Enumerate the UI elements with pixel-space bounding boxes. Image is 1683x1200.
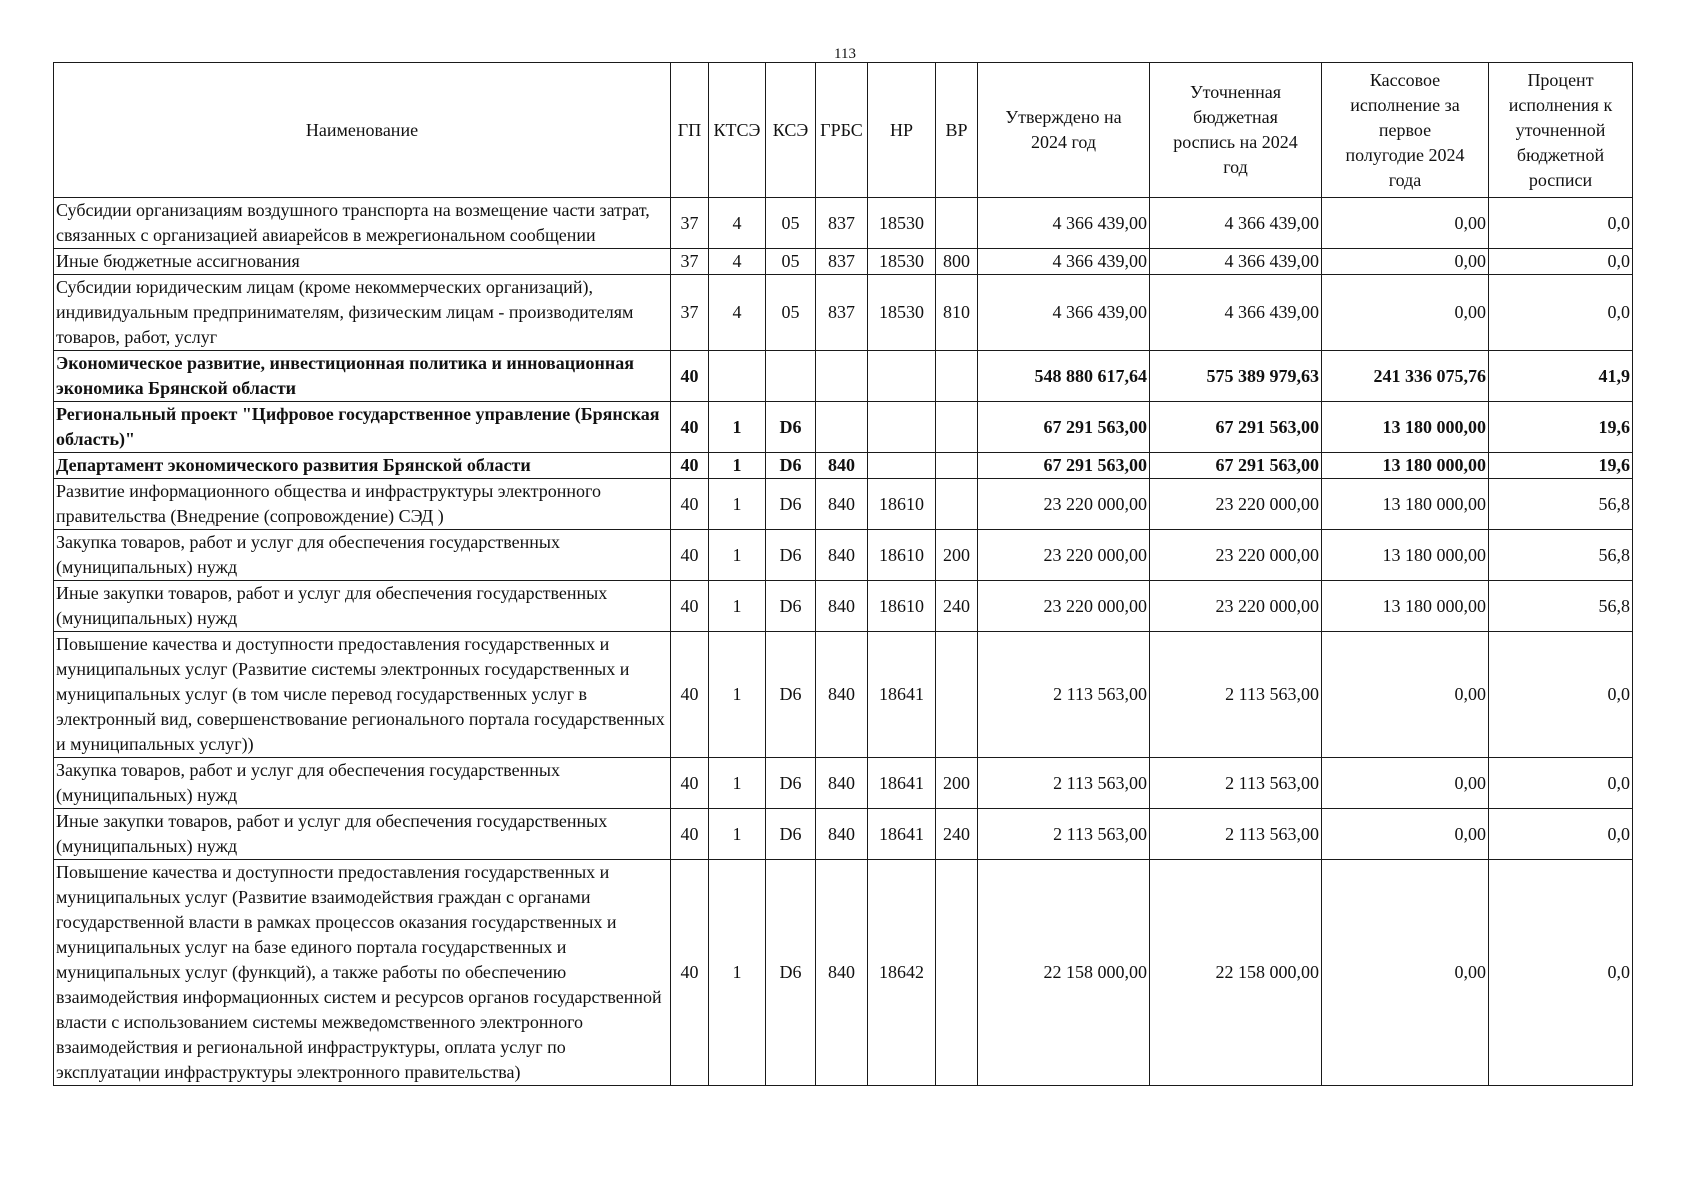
header-gp: ГП (671, 63, 709, 198)
table-row (54, 453, 1633, 479)
cell-ktse: 1 (709, 632, 766, 758)
cell-refined: 4 366 439,00 (1150, 275, 1322, 351)
cell-grbs: 840 (816, 758, 868, 809)
cell-percent: 0,0 (1489, 275, 1633, 351)
cell-vr: 240 (936, 809, 978, 860)
cell-kse: D6 (766, 860, 816, 1086)
cell-cash: 0,00 (1322, 198, 1489, 249)
header-vr: ВР (936, 63, 978, 198)
table-row (54, 530, 1633, 581)
cell-name: Повышение качества и доступности предоставления государственных и муниципальных услуг (Развитие взаимодействия граждан с органами государственной власти в рамках процессов оказания государственных и муниципальных услуг на базе единого портала государственных и муниципальных услуг (функций), а также работы по обеспечению взаимодействия информационных систем и ресурсов органов государственной власти с использованием системы межведомственного электронного взаимодействия и региональной инфраструктуры, оплата услуг по эксплуатации инфраструктуры электронного правительства) (54, 860, 671, 1086)
cell-ktse: 1 (709, 581, 766, 632)
cell-name: Экономическое развитие, инвестиционная политика и инновационная экономика Брянской области (54, 351, 671, 402)
cell-percent: 41,9 (1489, 351, 1633, 402)
cell-vr (936, 198, 978, 249)
cell-kse (766, 351, 816, 402)
cell-name: Иные бюджетные ассигнования (54, 249, 671, 275)
header-name: Наименование (54, 63, 671, 198)
cell-approved: 2 113 563,00 (978, 758, 1150, 809)
cell-np: 18641 (868, 632, 936, 758)
cell-approved: 2 113 563,00 (978, 809, 1150, 860)
cell-gp: 37 (671, 275, 709, 351)
cell-gp: 37 (671, 249, 709, 275)
cell-refined: 23 220 000,00 (1150, 479, 1322, 530)
cell-ktse: 1 (709, 479, 766, 530)
cell-kse: 05 (766, 249, 816, 275)
cell-grbs: 840 (816, 530, 868, 581)
cell-name: Субсидии юридическим лицам (кроме некоммерческих организаций), индивидуальным предпринимателям, физическим лицам - производителям товаров, работ, услуг (54, 275, 671, 351)
table-row (54, 479, 1633, 530)
cell-approved: 67 291 563,00 (978, 453, 1150, 479)
cell-cash: 0,00 (1322, 860, 1489, 1086)
cell-percent: 0,0 (1489, 860, 1633, 1086)
cell-grbs (816, 402, 868, 453)
cell-cash: 0,00 (1322, 249, 1489, 275)
cell-np (868, 402, 936, 453)
cell-ktse: 1 (709, 860, 766, 1086)
cell-refined: 4 366 439,00 (1150, 249, 1322, 275)
header-grbs: ГРБС (816, 63, 868, 198)
cell-percent: 19,6 (1489, 453, 1633, 479)
cell-np: 18610 (868, 530, 936, 581)
cell-approved: 548 880 617,64 (978, 351, 1150, 402)
cell-vr: 200 (936, 758, 978, 809)
cell-refined: 23 220 000,00 (1150, 581, 1322, 632)
cell-approved: 23 220 000,00 (978, 479, 1150, 530)
cell-gp: 40 (671, 530, 709, 581)
cell-vr (936, 479, 978, 530)
cell-gp: 40 (671, 758, 709, 809)
cell-kse: 05 (766, 275, 816, 351)
cell-percent: 0,0 (1489, 758, 1633, 809)
cell-kse: D6 (766, 809, 816, 860)
cell-cash: 0,00 (1322, 758, 1489, 809)
cell-ktse: 4 (709, 249, 766, 275)
cell-ktse: 4 (709, 275, 766, 351)
cell-gp: 40 (671, 351, 709, 402)
cell-refined: 4 366 439,00 (1150, 198, 1322, 249)
cell-np: 18530 (868, 275, 936, 351)
header-ktse: КТСЭ (709, 63, 766, 198)
cell-gp: 40 (671, 632, 709, 758)
cell-vr (936, 632, 978, 758)
cell-ktse: 1 (709, 758, 766, 809)
cell-np: 18641 (868, 758, 936, 809)
cell-name: Региональный проект "Цифровое государственное управление (Брянская область)" (54, 402, 671, 453)
cell-vr (936, 351, 978, 402)
cell-name: Департамент экономического развития Брянской области (54, 453, 671, 479)
cell-name: Закупка товаров, работ и услуг для обеспечения государственных (муниципальных) нужд (54, 530, 671, 581)
cell-kse: 05 (766, 198, 816, 249)
cell-grbs (816, 351, 868, 402)
table-body (54, 198, 1633, 1086)
table-row (54, 809, 1633, 860)
table-row (54, 275, 1633, 351)
cell-cash: 241 336 075,76 (1322, 351, 1489, 402)
cell-gp: 37 (671, 198, 709, 249)
cell-grbs: 837 (816, 275, 868, 351)
cell-refined: 23 220 000,00 (1150, 530, 1322, 581)
cell-gp: 40 (671, 479, 709, 530)
cell-percent: 19,6 (1489, 402, 1633, 453)
cell-kse: D6 (766, 758, 816, 809)
cell-grbs: 837 (816, 249, 868, 275)
cell-np: 18642 (868, 860, 936, 1086)
cell-approved: 23 220 000,00 (978, 530, 1150, 581)
cell-kse: D6 (766, 530, 816, 581)
cell-vr: 200 (936, 530, 978, 581)
header-cash: Кассовое исполнение за первое полугодие 2024 года (1322, 63, 1489, 198)
table-row (54, 758, 1633, 809)
header-row (54, 63, 1633, 198)
cell-approved: 22 158 000,00 (978, 860, 1150, 1086)
cell-name: Субсидии организациям воздушного транспорта на возмещение части затрат, связанных с организацией авиарейсов в межрегиональном сообщении (54, 198, 671, 249)
cell-gp: 40 (671, 809, 709, 860)
cell-refined: 2 113 563,00 (1150, 758, 1322, 809)
cell-grbs: 840 (816, 860, 868, 1086)
cell-percent: 56,8 (1489, 530, 1633, 581)
cell-gp: 40 (671, 581, 709, 632)
cell-name: Иные закупки товаров, работ и услуг для обеспечения государственных (муниципальных) нужд (54, 581, 671, 632)
cell-grbs: 840 (816, 809, 868, 860)
cell-grbs: 840 (816, 479, 868, 530)
cell-grbs: 840 (816, 453, 868, 479)
cell-np: 18530 (868, 249, 936, 275)
table-row (54, 860, 1633, 1086)
cell-name: Повышение качества и доступности предоставления государственных и муниципальных услуг (Развитие системы электронных государственных и муниципальных услуг (в том числе перевод государственных услуг в электронный вид, совершенствование регионального портала государственных и муниципальных услуг)) (54, 632, 671, 758)
cell-percent: 56,8 (1489, 479, 1633, 530)
cell-grbs: 840 (816, 632, 868, 758)
cell-np: 18641 (868, 809, 936, 860)
cell-name: Закупка товаров, работ и услуг для обеспечения государственных (муниципальных) нужд (54, 758, 671, 809)
cell-vr: 240 (936, 581, 978, 632)
cell-gp: 40 (671, 860, 709, 1086)
cell-cash: 13 180 000,00 (1322, 479, 1489, 530)
page-number: 113 (834, 46, 856, 62)
cell-np: 18610 (868, 479, 936, 530)
table-row (54, 402, 1633, 453)
header-percent: Процент исполнения к уточненной бюджетной росписи (1489, 63, 1633, 198)
cell-kse: D6 (766, 402, 816, 453)
cell-np (868, 453, 936, 479)
cell-cash: 13 180 000,00 (1322, 402, 1489, 453)
cell-percent: 56,8 (1489, 581, 1633, 632)
table-row (54, 351, 1633, 402)
cell-refined: 67 291 563,00 (1150, 402, 1322, 453)
cell-vr (936, 453, 978, 479)
table-row (54, 632, 1633, 758)
cell-cash: 13 180 000,00 (1322, 453, 1489, 479)
cell-ktse: 1 (709, 809, 766, 860)
header-np: НР (868, 63, 936, 198)
cell-ktse: 1 (709, 530, 766, 581)
cell-refined: 2 113 563,00 (1150, 632, 1322, 758)
cell-kse: D6 (766, 453, 816, 479)
cell-approved: 4 366 439,00 (978, 249, 1150, 275)
header-kse: КСЭ (766, 63, 816, 198)
cell-kse: D6 (766, 632, 816, 758)
cell-percent: 0,0 (1489, 198, 1633, 249)
table-row (54, 581, 1633, 632)
cell-refined: 22 158 000,00 (1150, 860, 1322, 1086)
table-row (54, 249, 1633, 275)
cell-np: 18610 (868, 581, 936, 632)
cell-grbs: 840 (816, 581, 868, 632)
cell-vr (936, 402, 978, 453)
budget-table (53, 62, 1633, 1086)
cell-name: Иные закупки товаров, работ и услуг для обеспечения государственных (муниципальных) нужд (54, 809, 671, 860)
cell-cash: 0,00 (1322, 632, 1489, 758)
cell-refined: 67 291 563,00 (1150, 453, 1322, 479)
cell-refined: 575 389 979,63 (1150, 351, 1322, 402)
cell-approved: 23 220 000,00 (978, 581, 1150, 632)
cell-vr (936, 860, 978, 1086)
cell-percent: 0,0 (1489, 809, 1633, 860)
cell-ktse: 4 (709, 198, 766, 249)
cell-kse: D6 (766, 479, 816, 530)
cell-ktse: 1 (709, 402, 766, 453)
table-row (54, 198, 1633, 249)
cell-vr: 810 (936, 275, 978, 351)
header-approved: Утверждено на 2024 год (978, 63, 1150, 198)
cell-np: 18530 (868, 198, 936, 249)
cell-approved: 4 366 439,00 (978, 275, 1150, 351)
cell-ktse: 1 (709, 453, 766, 479)
cell-percent: 0,0 (1489, 632, 1633, 758)
cell-ktse (709, 351, 766, 402)
cell-gp: 40 (671, 453, 709, 479)
cell-cash: 13 180 000,00 (1322, 581, 1489, 632)
cell-cash: 0,00 (1322, 275, 1489, 351)
cell-name: Развитие информационного общества и инфраструктуры электронного правительства (Внедрение (сопровождение) СЭД ) (54, 479, 671, 530)
header-refined: Уточненная бюджетная роспись на 2024 год (1150, 63, 1322, 198)
cell-grbs: 837 (816, 198, 868, 249)
cell-percent: 0,0 (1489, 249, 1633, 275)
cell-kse: D6 (766, 581, 816, 632)
cell-approved: 4 366 439,00 (978, 198, 1150, 249)
cell-refined: 2 113 563,00 (1150, 809, 1322, 860)
cell-gp: 40 (671, 402, 709, 453)
cell-vr: 800 (936, 249, 978, 275)
cell-cash: 0,00 (1322, 809, 1489, 860)
cell-cash: 13 180 000,00 (1322, 530, 1489, 581)
cell-approved: 67 291 563,00 (978, 402, 1150, 453)
cell-approved: 2 113 563,00 (978, 632, 1150, 758)
cell-np (868, 351, 936, 402)
